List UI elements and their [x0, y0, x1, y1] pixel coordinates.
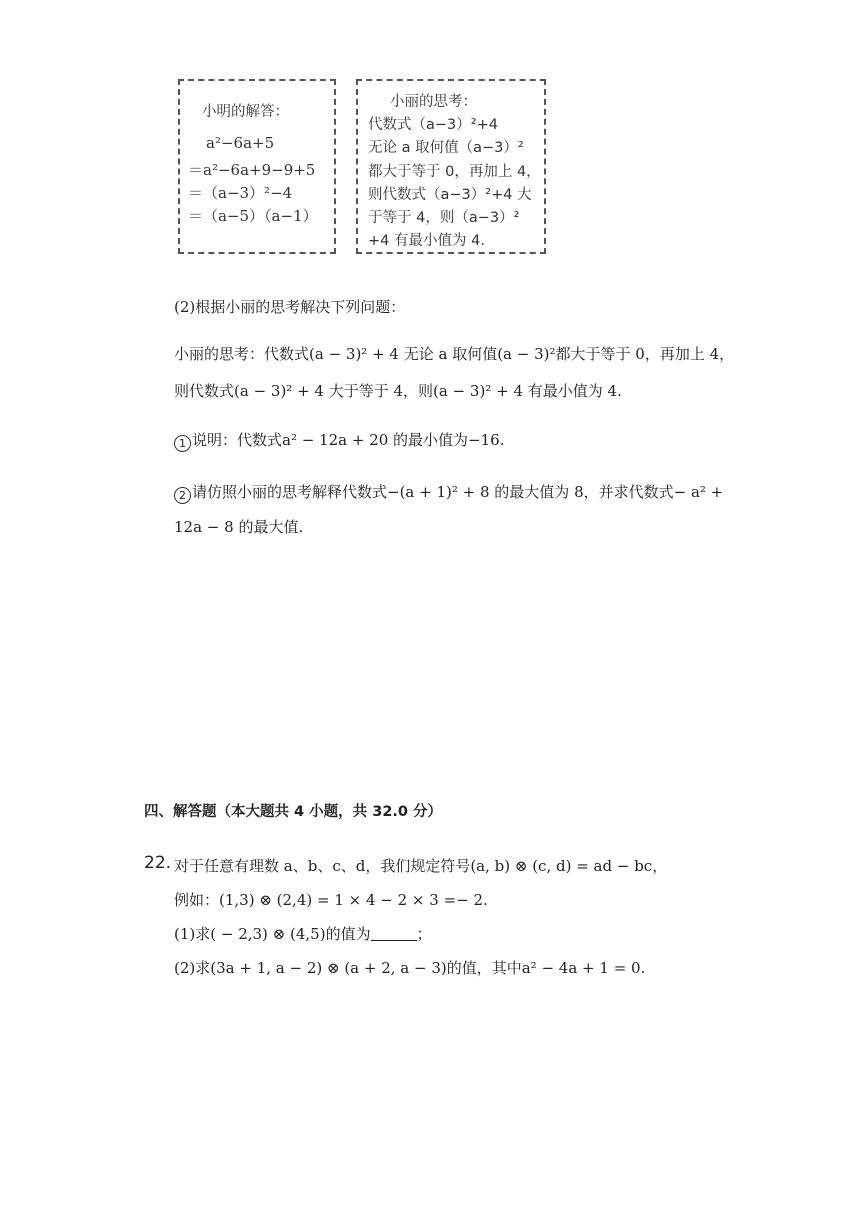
part2-heading: (2)根据小丽的思考解决下列问题： [174, 298, 406, 316]
xiaoli-line-6: +4 有最小值为 4. [368, 233, 485, 249]
xiaoming-line-2: ＝a²−6a+9−9+5 [188, 161, 316, 179]
part2-item-2-line-2: 12a − 8 的最大值. [174, 518, 304, 536]
section-heading: 四、解答题（本大题共 4 小题，共 32.0 分） [144, 804, 443, 820]
part2-think-line-2: 则代数式(a − 3)² + 4 大于等于 4，则(a − 3)² + 4 有最小值为 4. [174, 382, 622, 400]
answer-blank[interactable] [371, 926, 417, 941]
item-1-circled-number: 1 [174, 435, 191, 452]
part2-item-1 [174, 429, 504, 452]
q22-line-4: (2)求(3a + 1, a − 2) ⊗ (a + 2, a − 3)的值，其中a² − 4a + 1 = 0. [174, 959, 646, 977]
q22-part-1-end: ； [416, 925, 432, 943]
question-number: 22. [144, 853, 172, 873]
xiaoli-thinking-box [356, 79, 546, 254]
part2-item-2 [174, 481, 723, 504]
xiaoli-title: 小丽的思考： [390, 94, 477, 110]
xiaoming-solution-box [178, 79, 336, 254]
item-2-circled-number: 2 [174, 487, 191, 504]
xiaoli-line-3: 都大于等于 0，再加上 4， [368, 164, 541, 180]
xiaoli-line-2: 无论 a 取何值（a−3）² [368, 140, 524, 156]
xiaoli-line-1: 代数式（a−3）²+4 [368, 117, 498, 133]
q22-line-3 [174, 923, 432, 944]
xiaoming-title: 小明的解答： [202, 104, 289, 120]
xiaoming-line-3: ＝（a−3）²−4 [188, 184, 293, 202]
xiaoming-line-1: a²−6a+5 [206, 134, 275, 152]
xiaoli-line-4: 则代数式（a−3）²+4 大 [368, 187, 532, 203]
item-2-text-line-1: 请仿照小丽的思考解释代数式−(a + 1)² + 8 的最大值为 8，并求代数式− a² + [192, 483, 724, 501]
xiaoli-line-5: 于等于 4，则（a−3）² [368, 210, 520, 226]
part2-think-line-1: 小丽的思考：代数式(a − 3)² + 4 无论 a 取何值(a − 3)²都大于等于 0，再加上 4， [174, 345, 735, 363]
q22-part-1-text: (1)求( − 2,3) ⊗ (4,5)的值为 [174, 925, 371, 943]
item-1-text: 说明：代数式a² − 12a + 20 的最小值为−16. [192, 431, 505, 449]
q22-line-2: 例如：(1,3) ⊗ (2,4) = 1 × 4 − 2 × 3 =− 2. [174, 891, 488, 909]
q22-line-1: 对于任意有理数 a、b、c、d，我们规定符号(a, b) ⊗ (c, d) = ad − bc， [174, 857, 668, 875]
xiaoming-line-4: ＝（a−5）（a−1） [188, 207, 318, 225]
